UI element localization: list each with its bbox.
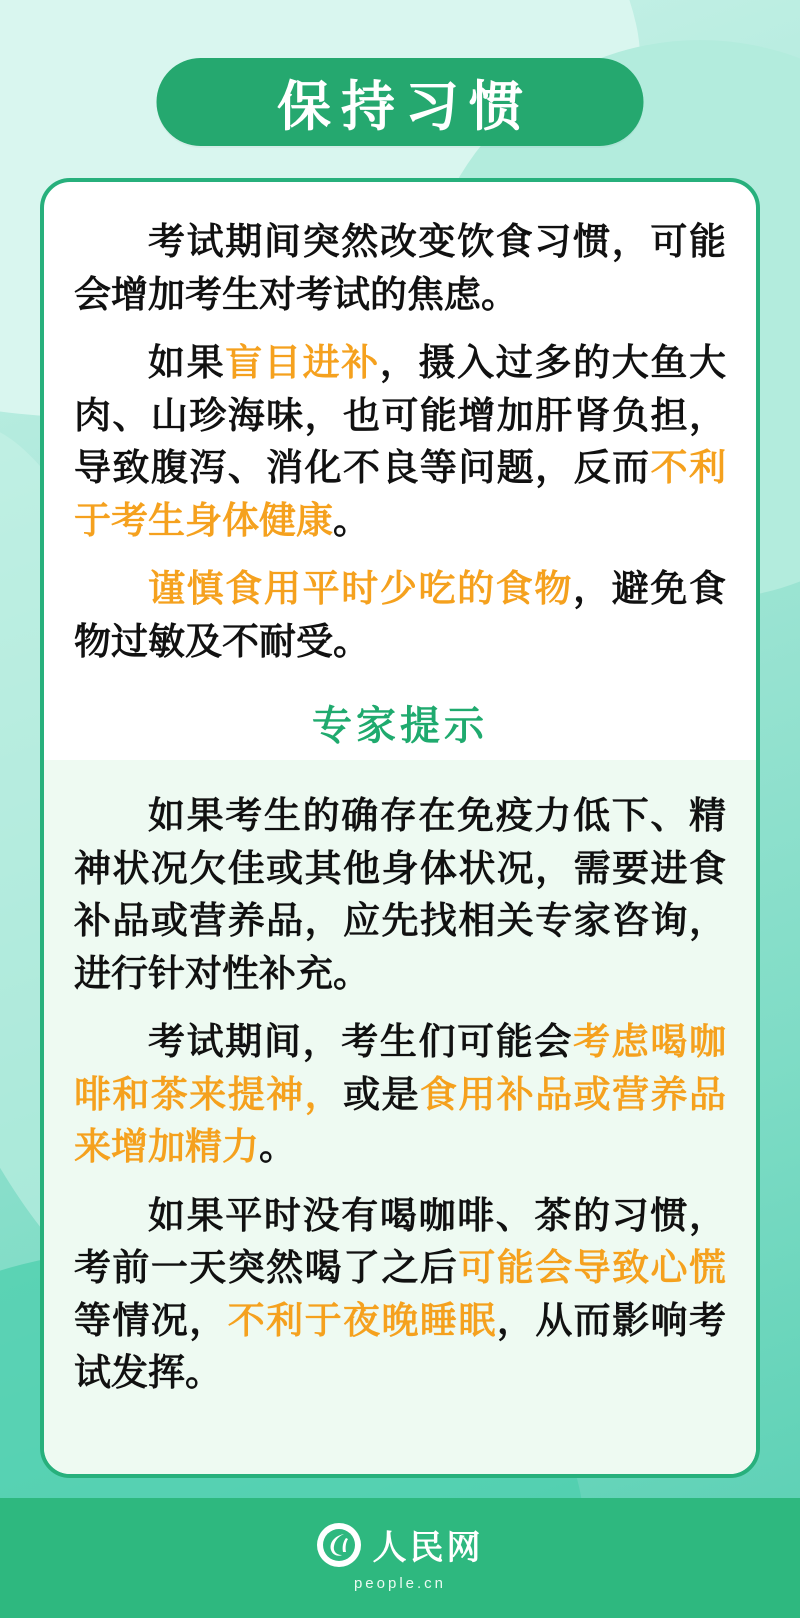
page-title: 保持习惯 — [277, 74, 533, 138]
tips-paragraph-1 — [74, 790, 726, 1000]
expert-tips-label: 专家提示 — [312, 703, 488, 750]
highlighted-text: 食用补品或营养品来增加精力 — [74, 1072, 726, 1169]
body-text: 如果 — [148, 341, 226, 385]
tips-paragraph-2 — [74, 1016, 726, 1174]
logo-row — [317, 1520, 484, 1569]
main-paragraph-3 — [74, 563, 726, 668]
highlighted-text: 不利于夜晚睡眠 — [227, 1298, 497, 1342]
body-text: 考试期间突然改变饮食习惯，可能会增加考生对考试的焦虑。 — [74, 220, 726, 316]
body-text: 。 — [259, 1125, 296, 1169]
highlighted-text: 考虑喝咖啡和茶来提神， — [74, 1020, 727, 1116]
page-title-badge — [157, 58, 644, 146]
footer — [0, 1520, 800, 1592]
body-text: 等情况， — [74, 1298, 228, 1342]
body-text: 如果考生的确存在免疫力低下、精神状况欠佳或其他身体状况，需要进食补品或营养品，应先找相关专家咨询，进行针对性补充。 — [74, 794, 726, 995]
body-text: 如果平时没有喝咖啡、茶的习惯，考前一天突然喝了之后 — [74, 1193, 726, 1290]
body-text: ，摄入过多的大鱼大肉、山珍海味，也可能增加肝肾负担，导致腹泻、消化不良等问题，反而 — [74, 341, 727, 490]
highlighted-text: 可能会导致心慌 — [458, 1246, 726, 1290]
body-text: 。 — [333, 498, 370, 542]
highlighted-text: 谨慎食用平时少吃的食物 — [148, 567, 574, 611]
expert-tips-heading — [74, 694, 726, 768]
main-paragraph-1 — [74, 216, 726, 321]
people-cn-logo-icon — [317, 1523, 361, 1567]
highlighted-text: 盲目进补 — [225, 341, 380, 385]
content-card — [40, 178, 760, 1478]
body-text: 考试期间，考生们可能会 — [148, 1020, 574, 1064]
body-text: ，避免食物过敏及不耐受。 — [74, 567, 727, 663]
logo-domain: people.cn — [353, 1575, 447, 1592]
highlighted-text: 不利于考生身体健康 — [74, 446, 726, 542]
expert-tips-panel — [44, 760, 756, 1474]
body-text: 或是 — [343, 1072, 420, 1116]
main-paragraph-2 — [74, 337, 726, 547]
logo-name: 人民网 — [372, 1528, 484, 1568]
main-section — [44, 182, 756, 768]
body-text: ，从而影响考试发挥。 — [74, 1298, 726, 1395]
tips-paragraph-3 — [74, 1190, 726, 1400]
